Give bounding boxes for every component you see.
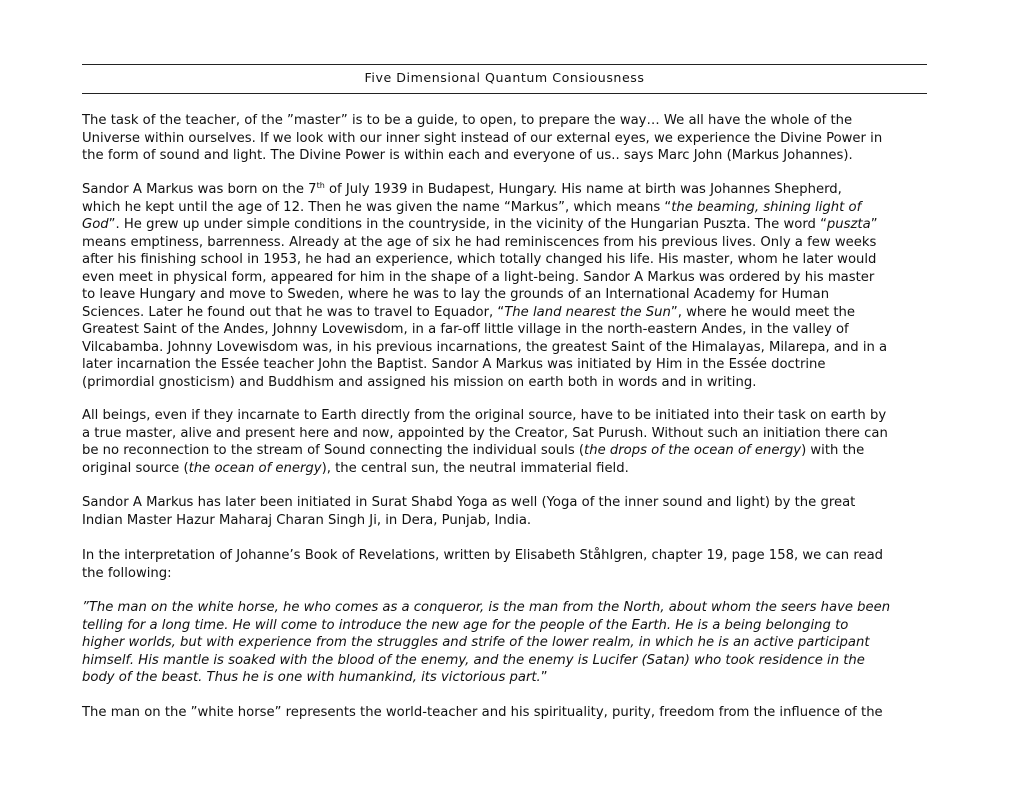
- text-line: [82, 460, 888, 478]
- text-line: a true master, alive and present here and now, appointed by the Creator, Sat Purush. Without such an initiation there can: [82, 425, 888, 441]
- document-page: [82, 0, 927, 791]
- text-run: original source (: [82, 460, 189, 476]
- text-line: [82, 669, 890, 687]
- text-line: [82, 216, 887, 234]
- text-run: of July 1939 in Budapest, Hungary. His name at birth was Johannes Shepherd,: [324, 182, 842, 197]
- text-run: ”. He grew up under simple conditions in the countryside, in the vicinity of the Hungarian Puszta. The word “: [108, 217, 827, 232]
- text-line: In the interpretation of Johanne’s Book of Revelations, written by Elisabeth Ståhlgren, chapter 19, page 158, we can read: [82, 548, 884, 563]
- text-line: [82, 304, 887, 322]
- text-run: ”: [870, 217, 878, 232]
- text-run: ”: [540, 670, 548, 685]
- text-run: be no reconnection to the stream of Sound connecting the individual souls (: [82, 443, 585, 458]
- text-line: telling for a long time. He will come to introduce the new age for the people of the Earth. He is a being belonging to: [82, 617, 849, 633]
- text-line: himself. His mantle is soaked with the blood of the enemy, and the enemy is Lucifer (Satan) who took residence in the: [82, 652, 865, 668]
- text-line: The task of the teacher, of the ”master” is to be a guide, to open, to prepare the way… We all have the whole of the: [82, 113, 853, 128]
- header-rule-bottom: [82, 93, 927, 94]
- paragraph-revelations: [82, 547, 883, 582]
- text-line: (primordial gnosticism) and Buddhism and assigned his mission on earth both in words and in writing.: [82, 374, 757, 390]
- text-line: to leave Hungary and move to Sweden, where he was to lay the grounds of an International Academy for Human: [82, 287, 830, 302]
- paragraph-intro: [82, 112, 882, 165]
- text-line: ”The man on the white horse, he who comes as a conqueror, is the man from the North, about whom the seers have been: [82, 600, 891, 615]
- italic-run: the ocean of energy: [188, 460, 322, 476]
- paragraph-biography: [82, 181, 887, 391]
- text-line: Sandor A Markus has later been initiated in Surat Shabd Yoga as well (Yoga of the inner sound and light) by the great: [82, 495, 856, 510]
- text-line: Universe within ourselves. If we look with our inner sight instead of our external eyes, we experience the Divine Power in: [82, 130, 883, 146]
- text-line: after his finishing school in 1953, he had an experience, which totally changed his life. His master, whom he later would: [82, 252, 877, 267]
- text-line: [82, 442, 888, 460]
- text-line: higher worlds, but with experience from the struggles and strife of the lower realm, in which he is an active participant: [82, 635, 870, 650]
- italic-run: the drops of the ocean of energy: [584, 443, 802, 458]
- text-run: ) with the: [801, 443, 865, 458]
- paragraph-white-horse: [82, 704, 883, 722]
- text-line: [82, 181, 887, 199]
- text-line: means emptiness, barrenness. Already at the age of six he had reminiscences from his previous lives. Only a few weeks: [82, 234, 877, 250]
- italic-run: God: [82, 217, 109, 232]
- document-title: Five Dimensional Quantum Consiousness: [364, 70, 645, 85]
- text-line: Indian Master Hazur Maharaj Charan Singh Ji, in Dera, Punjab, India.: [82, 512, 532, 528]
- text-line: Greatest Saint of the Andes, Johnny Lovewisdom, in a far-off little village in the north-eastern Andes, in the valley of: [82, 322, 849, 337]
- text-line: The man on the ”white horse” represents the world-teacher and his spirituality, purity, freedom from the influence of the: [82, 705, 883, 720]
- text-line: All beings, even if they incarnate to Earth directly from the original source, have to be initiated into their task on earth by: [82, 408, 887, 423]
- text-run: Sandor A Markus was born on the 7: [82, 182, 317, 197]
- text-run: ), the central sun, the neutral immaterial field.: [321, 460, 629, 476]
- text-line: later incarnation the Essée teacher John the Baptist. Sandor A Markus was initiated by Him in the Essée doctrine: [82, 357, 826, 372]
- text-line: the form of sound and light. The Divine Power is within each and everyone of us.. says Marc John (Markus Johannes).: [82, 148, 853, 163]
- header-rule-top: [82, 64, 927, 65]
- paragraph-surat-shabd: [82, 494, 855, 529]
- italic-run: the beaming, shining light of: [671, 199, 862, 215]
- text-line: even meet in physical form, appeared for him in the shape of a light-being. Sandor A Markus was ordered by his master: [82, 269, 875, 285]
- superscript: th: [316, 181, 325, 190]
- paragraph-initiation: [82, 407, 888, 477]
- text-run: ”, where he would meet the: [670, 304, 855, 320]
- text-run: Sciences. Later he found out that he was to travel to Equador, “: [82, 304, 505, 320]
- italic-run: puszta: [826, 217, 871, 232]
- paragraph-quotation: [82, 599, 890, 687]
- italic-run: The land nearest the Sun: [504, 304, 671, 320]
- text-line: the following:: [82, 565, 172, 581]
- italic-run: body of the beast. Thus he is one with humankind, its victorious part.: [82, 670, 541, 685]
- text-line: [82, 199, 887, 217]
- text-line: Vilcabamba. Johnny Lovewisdom was, in his previous incarnations, the greatest Saint of the Himalayas, Milarepa, and in a: [82, 339, 888, 355]
- text-run: which he kept until the age of 12. Then he was given the name “Markus”, which means “: [82, 199, 672, 215]
